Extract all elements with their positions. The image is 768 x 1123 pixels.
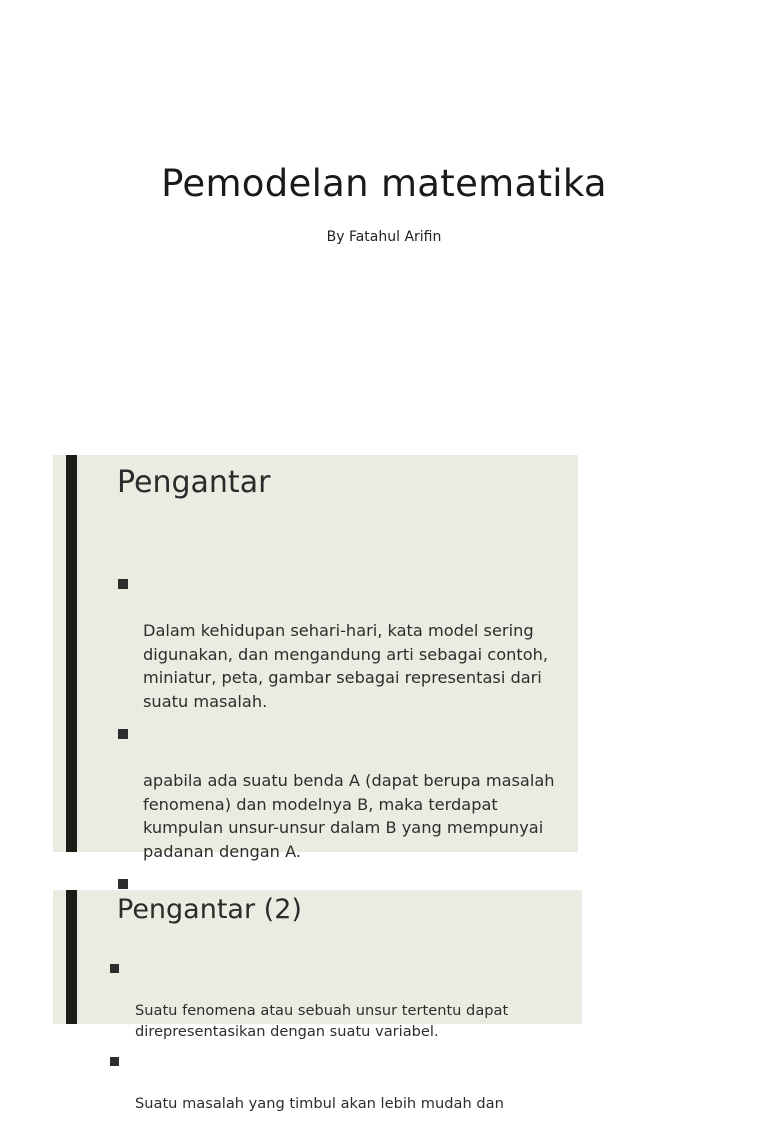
slide-accent-bar [66,455,77,852]
slide-heading: Pengantar (2) [117,894,302,925]
slide-heading: Pengantar [117,465,271,500]
bullet-item [108,958,578,1042]
bullet-text: apabila ada suatu benda A (dapat berupa masalah fenomena) dan modelnya B, maka terdapat kumpulan unsur-unsur dalam B yang mempunyai padanan dengan A. [143,771,555,861]
bullet-item [108,1051,578,1114]
slide-pengantar-2 [53,890,582,1112]
square-bullet-icon [110,964,119,973]
bullet-text: Suatu masalah yang timbul akan lebih mudah dan [135,1095,504,1112]
document-title: Pemodelan matematika [161,162,607,205]
slide-pengantar [53,455,578,861]
bullet-item [116,572,581,713]
square-bullet-icon [118,729,128,739]
square-bullet-icon [118,579,128,589]
bullet-item [116,722,581,863]
bullet-text: Dalam kehidupan sehari-hari, kata model sering digunakan, dan mengandung arti sebagai contoh, miniatur, peta, gambar sebagai representasi dari suatu masalah. [143,621,549,711]
document-author: By Fatahul Arifin [326,229,442,245]
slide-accent-bar [66,890,77,1024]
title-slide [0,0,768,420]
bullet-list [108,958,578,1123]
square-bullet-icon [110,1057,119,1066]
square-bullet-icon [118,879,128,889]
bullet-text: Suatu fenomena atau sebuah unsur tertentu dapat direpresentasikan dengan suatu variabel. [135,1002,509,1040]
